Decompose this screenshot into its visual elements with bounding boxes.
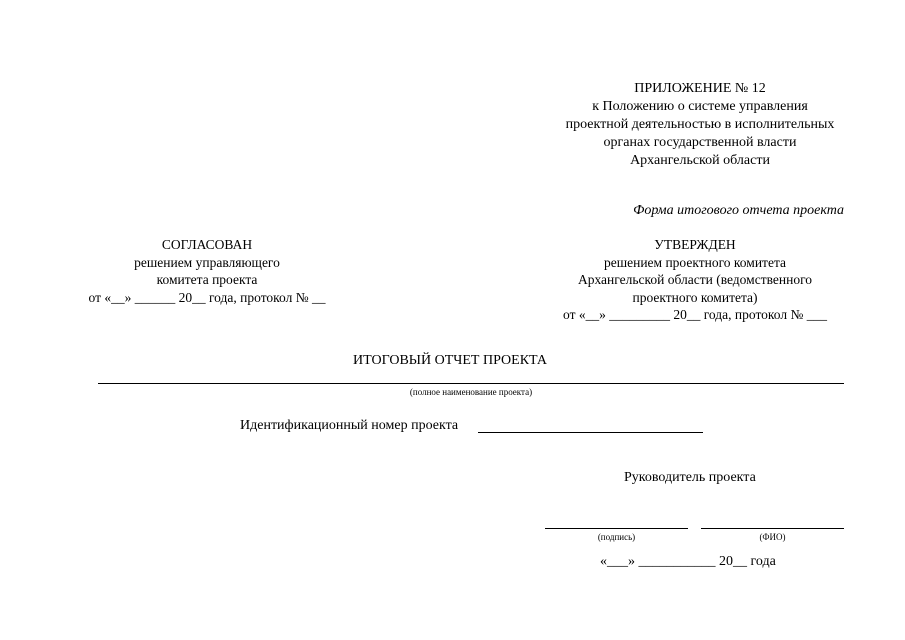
appendix-line: проектной деятельностью в исполнительных: [565, 117, 835, 132]
agreed-protocol-line: от «__» ______ 20__ года, протокол № __: [88, 289, 326, 305]
appendix-block: [520, 80, 880, 170]
signature-date-line: «___» ___________ 20__ года: [600, 554, 776, 569]
signature-line: [545, 528, 688, 529]
agreed-title: СОГЛАСОВАН: [161, 237, 253, 252]
appendix-line: к Положению о системе управления: [592, 99, 808, 114]
form-caption: Форма итогового отчета проекта: [633, 203, 844, 218]
agreed-block: [57, 236, 357, 306]
full-name-hint: (ФИО): [759, 532, 786, 542]
approved-block: [530, 236, 860, 324]
project-name-line: [98, 383, 844, 384]
project-id-label: Идентификационный номер проекта: [240, 418, 459, 433]
full-name-line: [701, 528, 844, 529]
approved-title: УТВЕРЖДЕН: [654, 237, 736, 252]
project-manager-label: Руководитель проекта: [624, 470, 756, 485]
project-name-hint: (полное наименование проекта): [409, 387, 533, 397]
approved-line: решением проектного комитета: [603, 254, 787, 270]
approved-line: проектного комитета): [632, 289, 758, 305]
appendix-line: Архангельской области: [630, 153, 770, 168]
agreed-line: решением управляющего: [134, 254, 280, 270]
signature-hint: (подпись): [597, 532, 636, 542]
report-title: ИТОГОВЫЙ ОТЧЕТ ПРОЕКТА: [353, 353, 547, 368]
appendix-line: органах государственной власти: [603, 135, 797, 150]
appendix-title: ПРИЛОЖЕНИЕ № 12: [634, 81, 766, 96]
approved-protocol-line: от «__» _________ 20__ года, протокол № ___: [563, 307, 827, 322]
agreed-line: комитета проекта: [156, 272, 258, 287]
project-id-line: [478, 432, 703, 433]
approved-line: Архангельской области (ведомственного: [577, 272, 813, 287]
